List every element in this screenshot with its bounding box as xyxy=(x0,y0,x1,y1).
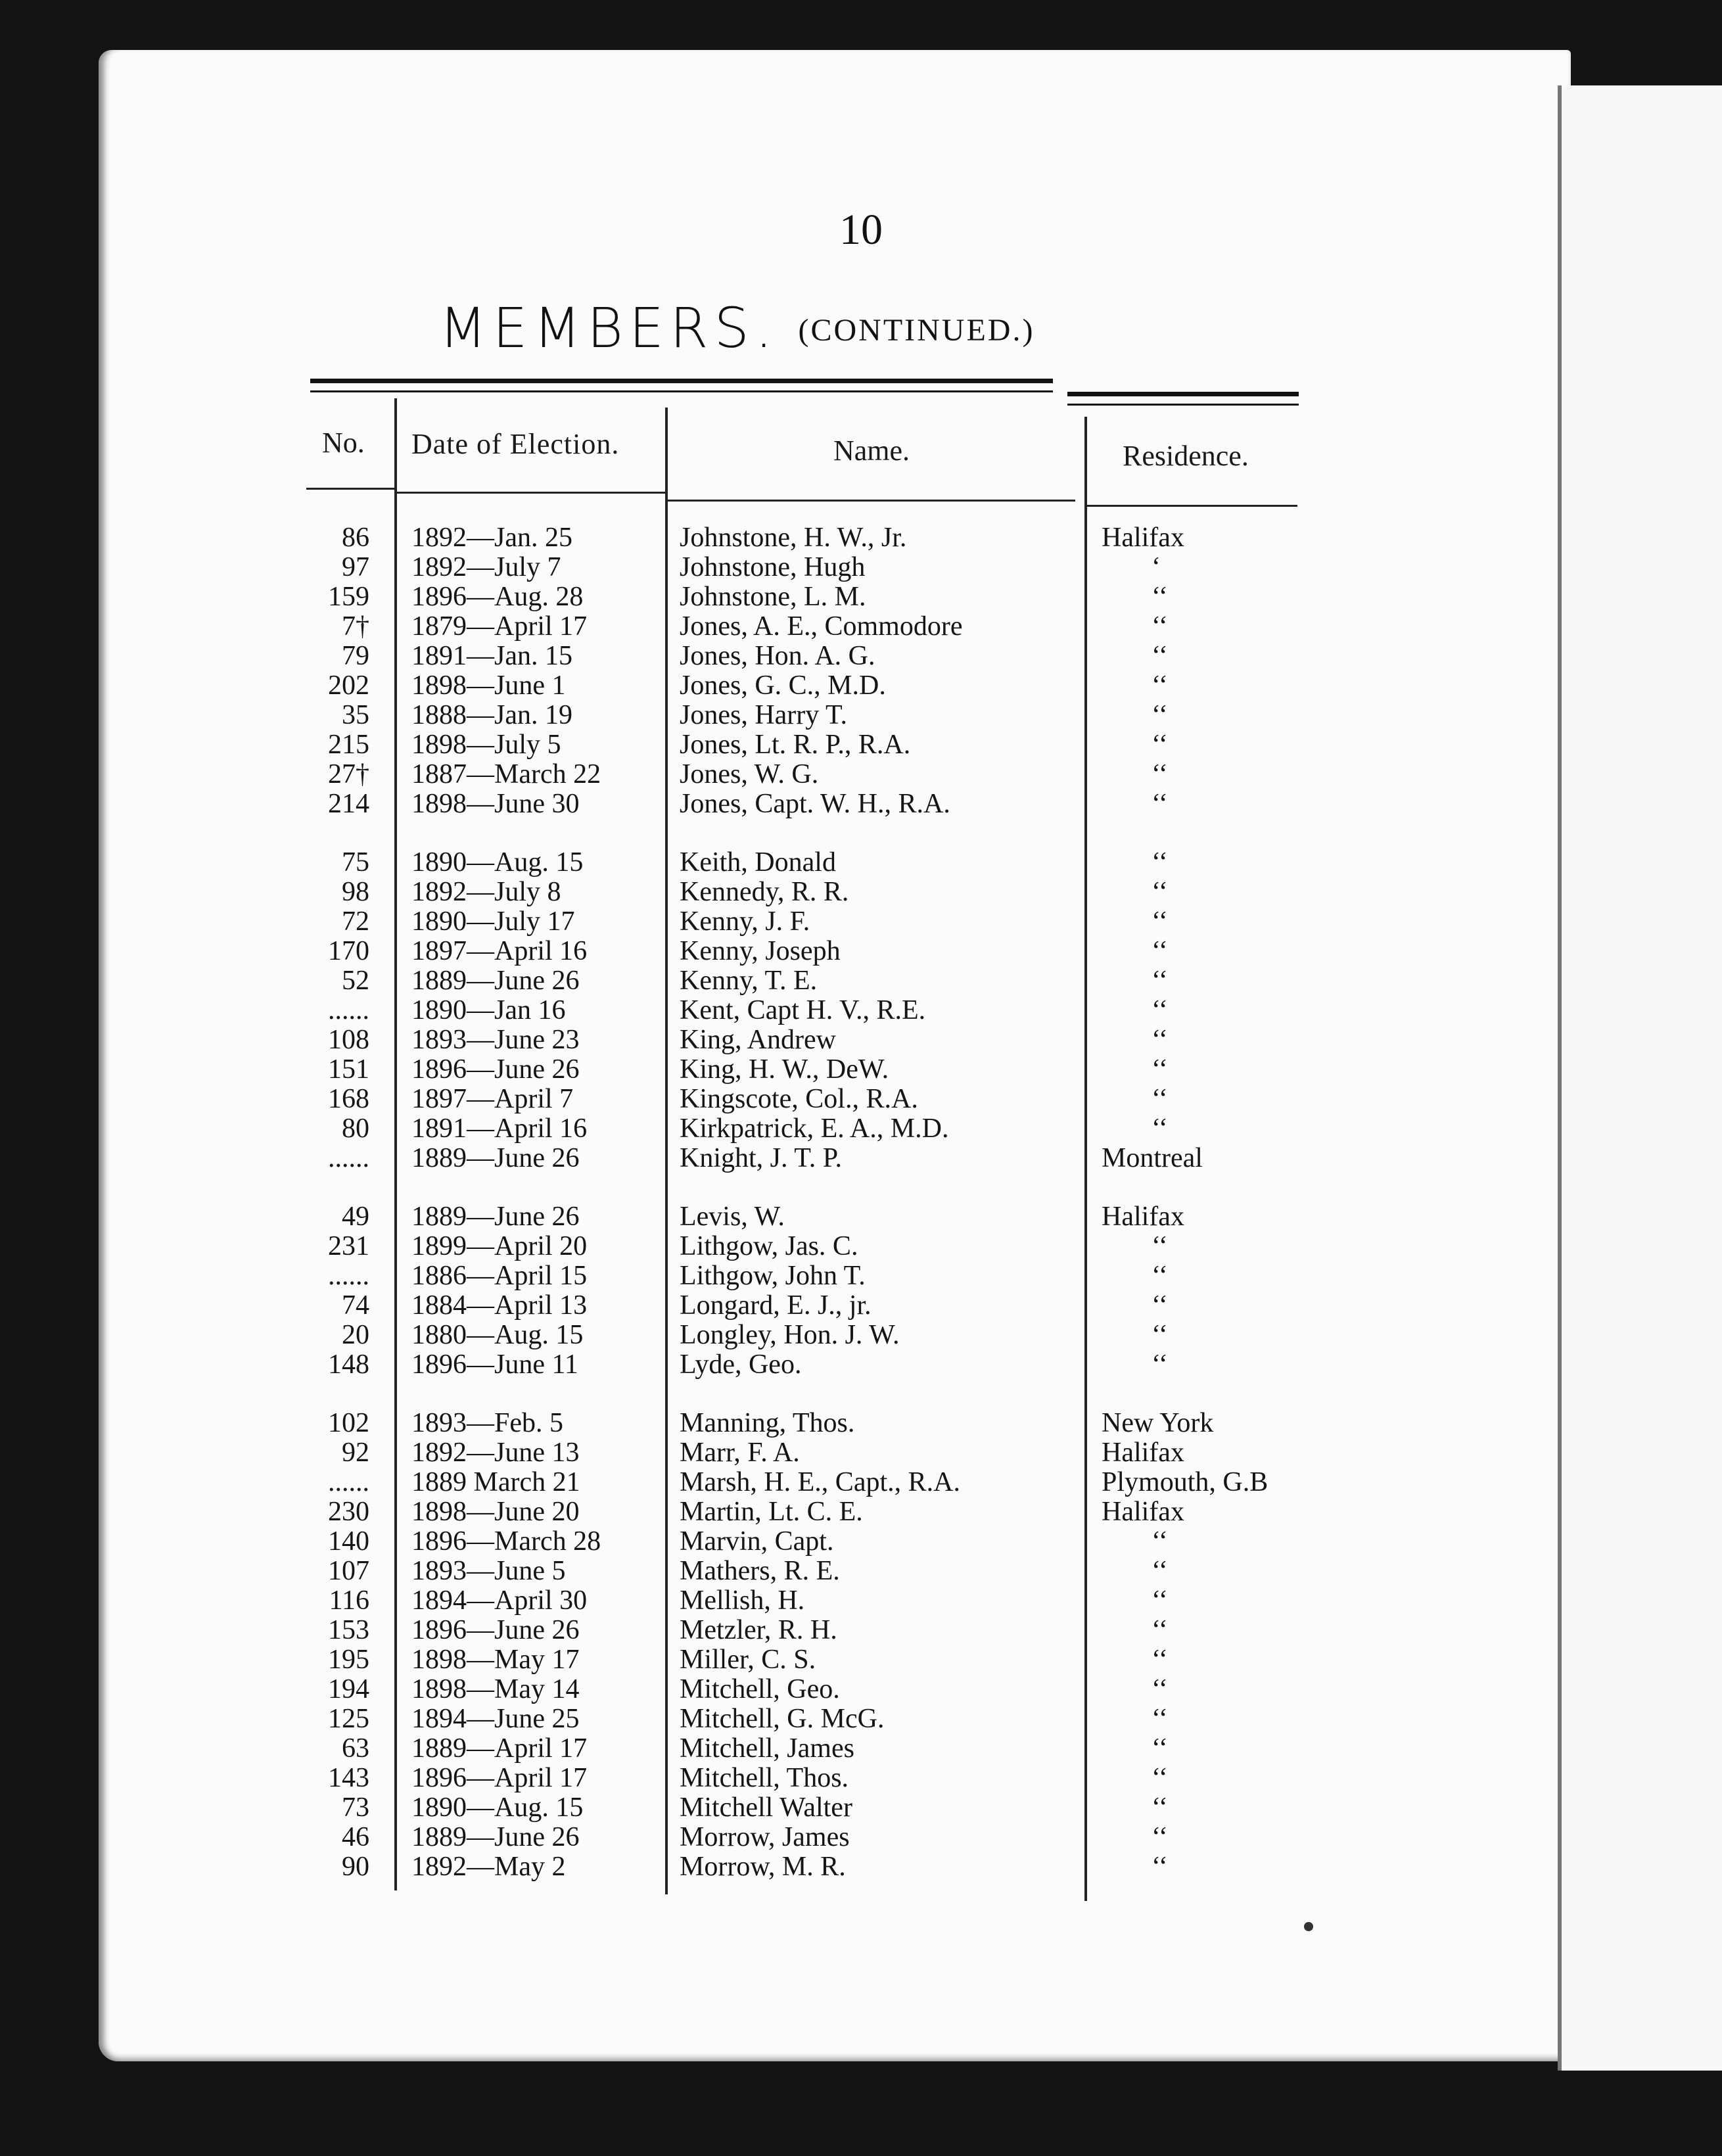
member-residence: ‘‘ xyxy=(1152,1852,1168,1882)
member-number: 90 xyxy=(342,1852,369,1882)
member-row xyxy=(0,789,1722,819)
member-number: 116 xyxy=(329,1585,369,1616)
member-number: 35 xyxy=(342,700,369,730)
member-name: Johnstone, Hugh xyxy=(680,552,866,582)
header-rule-left-thin xyxy=(310,390,1053,392)
header-rule-left-thick xyxy=(310,379,1053,383)
member-row xyxy=(0,642,1722,671)
election-date: 1889—June 26 xyxy=(411,1202,580,1232)
header-date: Date of Election. xyxy=(411,428,620,460)
member-row xyxy=(0,1291,1722,1321)
member-residence: New York xyxy=(1102,1408,1214,1438)
member-row xyxy=(0,1704,1722,1734)
member-name: Jones, Hon. A. G. xyxy=(680,641,875,671)
member-residence: ‘‘ xyxy=(1152,1585,1168,1616)
member-number: 107 xyxy=(328,1556,369,1586)
election-date: 1896—June 26 xyxy=(411,1615,580,1645)
member-name: Marr, F. A. xyxy=(680,1438,800,1468)
member-residence: ‘‘ xyxy=(1152,1290,1168,1321)
member-residence: ‘‘ xyxy=(1152,582,1168,612)
election-date: 1890—Jan 16 xyxy=(411,995,566,1025)
election-date: 1891—Jan. 15 xyxy=(411,641,572,671)
election-date: 1890—July 17 xyxy=(411,906,575,937)
title-continued: (CONTINUED.) xyxy=(798,313,1035,348)
member-row xyxy=(0,1350,1722,1380)
member-name: Jones, Capt. W. H., R.A. xyxy=(680,789,950,819)
member-row xyxy=(0,1823,1722,1852)
header-residence: Residence. xyxy=(1123,440,1249,472)
member-name: Jones, Harry T. xyxy=(680,700,848,730)
member-residence: ‘‘ xyxy=(1152,1733,1168,1764)
member-residence: ‘‘ xyxy=(1152,1526,1168,1557)
member-row xyxy=(0,701,1722,730)
member-residence: ‘‘ xyxy=(1152,1261,1168,1291)
member-number: 73 xyxy=(342,1793,369,1823)
member-residence: ‘ xyxy=(1152,552,1161,582)
member-name: Mellish, H. xyxy=(680,1585,805,1616)
member-number: ...... xyxy=(328,995,369,1025)
member-name: Johnstone, H. W., Jr. xyxy=(680,523,907,553)
member-residence: ‘‘ xyxy=(1152,1793,1168,1823)
header-no: No. xyxy=(322,427,365,459)
members-table xyxy=(0,523,1722,1882)
member-number: 153 xyxy=(328,1615,369,1645)
member-number: 7† xyxy=(342,611,369,642)
member-residence: ‘‘ xyxy=(1152,611,1168,642)
member-row xyxy=(0,1409,1722,1438)
election-date: 1889—June 26 xyxy=(411,966,580,996)
member-number: 86 xyxy=(342,523,369,553)
member-name: Miller, C. S. xyxy=(680,1645,816,1675)
election-date: 1897—April 16 xyxy=(411,936,588,966)
member-name: Kennedy, R. R. xyxy=(680,877,849,907)
member-residence: ‘‘ xyxy=(1152,1822,1168,1852)
member-name: Jones, W. G. xyxy=(680,759,819,789)
member-name: King, Andrew xyxy=(680,1025,836,1055)
member-residence: ‘‘ xyxy=(1152,1025,1168,1055)
member-name: Mitchell, G. McG. xyxy=(680,1704,885,1734)
member-number: 63 xyxy=(342,1733,369,1764)
member-name: Kenny, J. F. xyxy=(680,906,810,937)
member-residence: ‘‘ xyxy=(1152,700,1168,730)
member-number: 46 xyxy=(342,1822,369,1852)
header-rule-right-thin xyxy=(1067,404,1299,406)
group-spacer xyxy=(0,1380,1722,1409)
election-date: 1897—April 7 xyxy=(411,1084,574,1114)
member-row xyxy=(0,1793,1722,1823)
member-row xyxy=(0,907,1722,937)
header-name: Name. xyxy=(833,434,910,467)
member-row xyxy=(0,937,1722,966)
member-number: 49 xyxy=(342,1202,369,1232)
member-row xyxy=(0,1202,1722,1232)
member-name: Mitchell, James xyxy=(680,1733,854,1764)
member-row xyxy=(0,1645,1722,1675)
election-date: 1879—April 17 xyxy=(411,611,588,642)
member-row xyxy=(0,1468,1722,1497)
member-number: 151 xyxy=(328,1054,369,1085)
election-date: 1898—June 1 xyxy=(411,670,566,701)
member-residence: ‘‘ xyxy=(1152,670,1168,701)
member-number: 194 xyxy=(328,1674,369,1704)
member-row xyxy=(0,671,1722,701)
member-residence: ‘‘ xyxy=(1152,1054,1168,1085)
member-number: 231 xyxy=(328,1231,369,1261)
member-row xyxy=(0,1616,1722,1645)
member-residence: Halifax xyxy=(1102,1497,1184,1527)
member-name: Kent, Capt H. V., R.E. xyxy=(680,995,926,1025)
election-date: 1889—April 17 xyxy=(411,1733,588,1764)
election-date: 1890—Aug. 15 xyxy=(411,1793,584,1823)
member-number: 79 xyxy=(342,641,369,671)
member-number: 143 xyxy=(328,1763,369,1793)
member-number: 202 xyxy=(328,670,369,701)
election-date: 1892—June 13 xyxy=(411,1438,580,1468)
member-row xyxy=(0,1025,1722,1055)
member-residence: ‘‘ xyxy=(1152,1084,1168,1114)
member-number: 74 xyxy=(342,1290,369,1321)
header-underline-no xyxy=(306,488,394,490)
member-number: 159 xyxy=(328,582,369,612)
page-number: 10 xyxy=(839,206,883,254)
member-row xyxy=(0,1438,1722,1468)
election-date: 1889—June 26 xyxy=(411,1822,580,1852)
member-name: Knight, J. T. P. xyxy=(680,1143,842,1173)
member-residence: ‘‘ xyxy=(1152,1556,1168,1586)
member-row xyxy=(0,523,1722,553)
election-date: 1889—June 26 xyxy=(411,1143,580,1173)
member-name: Metzler, R. H. xyxy=(680,1615,837,1645)
member-row xyxy=(0,730,1722,760)
title-main: MEMBERS. xyxy=(439,296,779,360)
member-row xyxy=(0,1586,1722,1616)
member-number: 148 xyxy=(328,1349,369,1380)
member-residence: ‘‘ xyxy=(1152,1320,1168,1350)
election-date: 1893—Feb. 5 xyxy=(411,1408,563,1438)
election-date: 1894—June 25 xyxy=(411,1704,580,1734)
member-residence: ‘‘ xyxy=(1152,1763,1168,1793)
member-residence: ‘‘ xyxy=(1152,906,1168,937)
member-name: Lithgow, Jas. C. xyxy=(680,1231,858,1261)
member-row xyxy=(0,848,1722,878)
member-number: 97 xyxy=(342,552,369,582)
election-date: 1899—April 20 xyxy=(411,1231,588,1261)
member-row xyxy=(0,966,1722,996)
member-name: Lyde, Geo. xyxy=(680,1349,802,1380)
election-date: 1896—June 26 xyxy=(411,1054,580,1085)
member-row xyxy=(0,1114,1722,1144)
member-name: Mitchell, Thos. xyxy=(680,1763,849,1793)
member-row xyxy=(0,1497,1722,1527)
member-residence: ‘‘ xyxy=(1152,1674,1168,1704)
ink-dot xyxy=(1304,1922,1313,1931)
member-residence: ‘‘ xyxy=(1152,641,1168,671)
page-title xyxy=(439,296,1035,360)
election-date: 1889 March 21 xyxy=(411,1467,580,1497)
member-number: 125 xyxy=(328,1704,369,1734)
member-name: Jones, Lt. R. P., R.A. xyxy=(680,730,911,760)
member-name: Lithgow, John T. xyxy=(680,1261,866,1291)
election-date: 1898—May 14 xyxy=(411,1674,580,1704)
member-residence: ‘‘ xyxy=(1152,1645,1168,1675)
election-date: 1898—July 5 xyxy=(411,730,561,760)
member-number: 27† xyxy=(328,759,369,789)
member-residence: ‘‘ xyxy=(1152,995,1168,1025)
member-row xyxy=(0,1557,1722,1586)
member-number: 108 xyxy=(328,1025,369,1055)
member-number: 215 xyxy=(328,730,369,760)
member-number: 92 xyxy=(342,1438,369,1468)
election-date: 1888—Jan. 19 xyxy=(411,700,572,730)
member-name: Manning, Thos. xyxy=(680,1408,855,1438)
member-residence: Halifax xyxy=(1102,523,1184,553)
member-row xyxy=(0,878,1722,907)
member-row xyxy=(0,612,1722,642)
member-residence: Plymouth, G.B xyxy=(1102,1467,1268,1497)
election-date: 1893—June 23 xyxy=(411,1025,580,1055)
header-underline-date xyxy=(397,492,665,494)
member-name: Johnstone, L. M. xyxy=(680,582,866,612)
election-date: 1898—May 17 xyxy=(411,1645,580,1675)
header-underline-residence xyxy=(1087,505,1297,507)
election-date: 1896—March 28 xyxy=(411,1526,601,1557)
member-name: Jones, A. E., Commodore xyxy=(680,611,963,642)
member-number: 75 xyxy=(342,847,369,878)
election-date: 1891—April 16 xyxy=(411,1113,588,1144)
election-date: 1894—April 30 xyxy=(411,1585,588,1616)
member-name: Keith, Donald xyxy=(680,847,836,878)
member-residence: Halifax xyxy=(1102,1202,1184,1232)
election-date: 1892—Jan. 25 xyxy=(411,523,572,553)
member-row xyxy=(0,1144,1722,1173)
member-residence: ‘‘ xyxy=(1152,1349,1168,1380)
member-number: 168 xyxy=(328,1084,369,1114)
member-residence: ‘‘ xyxy=(1152,1704,1168,1734)
election-date: 1892—May 2 xyxy=(411,1852,566,1882)
member-row xyxy=(0,582,1722,612)
member-name: Marsh, H. E., Capt., R.A. xyxy=(680,1467,960,1497)
election-date: 1893—June 5 xyxy=(411,1556,566,1586)
member-number: 214 xyxy=(328,789,369,819)
member-number: 170 xyxy=(328,936,369,966)
member-name: Longley, Hon. J. W. xyxy=(680,1320,900,1350)
member-residence: ‘‘ xyxy=(1152,966,1168,996)
member-residence: ‘‘ xyxy=(1152,936,1168,966)
member-name: Kingscote, Col., R.A. xyxy=(680,1084,918,1114)
member-name: Marvin, Capt. xyxy=(680,1526,834,1557)
member-number: 72 xyxy=(342,906,369,937)
election-date: 1896—Aug. 28 xyxy=(411,582,584,612)
member-residence: ‘‘ xyxy=(1152,1615,1168,1645)
election-date: 1898—June 20 xyxy=(411,1497,580,1527)
member-row xyxy=(0,1232,1722,1261)
member-residence: ‘‘ xyxy=(1152,1113,1168,1144)
group-spacer xyxy=(0,1173,1722,1202)
member-name: Jones, G. C., M.D. xyxy=(680,670,886,701)
member-name: Kenny, T. E. xyxy=(680,966,818,996)
member-row xyxy=(0,996,1722,1025)
election-date: 1884—April 13 xyxy=(411,1290,588,1321)
member-number: 102 xyxy=(328,1408,369,1438)
member-row xyxy=(0,1261,1722,1291)
member-name: Kirkpatrick, E. A., M.D. xyxy=(680,1113,949,1144)
member-name: Mitchell Walter xyxy=(680,1793,852,1823)
member-name: Mitchell, Geo. xyxy=(680,1674,840,1704)
member-number: 140 xyxy=(328,1526,369,1557)
election-date: 1898—June 30 xyxy=(411,789,580,819)
header-rule-right-thick xyxy=(1067,392,1299,396)
member-residence: ‘‘ xyxy=(1152,759,1168,789)
member-row xyxy=(0,1085,1722,1114)
member-residence: ‘‘ xyxy=(1152,847,1168,878)
election-date: 1880—Aug. 15 xyxy=(411,1320,584,1350)
member-number: 20 xyxy=(342,1320,369,1350)
member-residence: Montreal xyxy=(1102,1143,1203,1173)
election-date: 1892—July 8 xyxy=(411,877,561,907)
member-row xyxy=(0,1734,1722,1764)
member-number: 195 xyxy=(328,1645,369,1675)
member-residence: ‘‘ xyxy=(1152,730,1168,760)
member-name: Kenny, Joseph xyxy=(680,936,841,966)
election-date: 1886—April 15 xyxy=(411,1261,588,1291)
header-underline-name xyxy=(668,500,1075,502)
member-row xyxy=(0,1527,1722,1557)
member-residence: ‘‘ xyxy=(1152,789,1168,819)
member-name: Levis, W. xyxy=(680,1202,785,1232)
member-residence: Halifax xyxy=(1102,1438,1184,1468)
election-date: 1890—Aug. 15 xyxy=(411,847,584,878)
member-number: ...... xyxy=(328,1467,369,1497)
member-row xyxy=(0,1321,1722,1350)
member-row xyxy=(0,1852,1722,1882)
member-name: Martin, Lt. C. E. xyxy=(680,1497,863,1527)
member-name: Mathers, R. E. xyxy=(680,1556,840,1586)
election-date: 1896—June 11 xyxy=(411,1349,578,1380)
member-number: 230 xyxy=(328,1497,369,1527)
election-date: 1896—April 17 xyxy=(411,1763,588,1793)
election-date: 1892—July 7 xyxy=(411,552,561,582)
member-row xyxy=(0,1764,1722,1793)
member-name: King, H. W., DeW. xyxy=(680,1054,889,1085)
member-row xyxy=(0,760,1722,789)
group-spacer xyxy=(0,819,1722,848)
member-number: 52 xyxy=(342,966,369,996)
member-row xyxy=(0,1675,1722,1704)
member-number: ...... xyxy=(328,1261,369,1291)
member-name: Longard, E. J., jr. xyxy=(680,1290,872,1321)
election-date: 1887—March 22 xyxy=(411,759,601,789)
member-name: Morrow, James xyxy=(680,1822,850,1852)
member-number: 98 xyxy=(342,877,369,907)
member-row xyxy=(0,1055,1722,1085)
member-number: 80 xyxy=(342,1113,369,1144)
member-name: Morrow, M. R. xyxy=(680,1852,846,1882)
member-residence: ‘‘ xyxy=(1152,877,1168,907)
member-number: ...... xyxy=(328,1143,369,1173)
member-row xyxy=(0,553,1722,582)
member-residence: ‘‘ xyxy=(1152,1231,1168,1261)
